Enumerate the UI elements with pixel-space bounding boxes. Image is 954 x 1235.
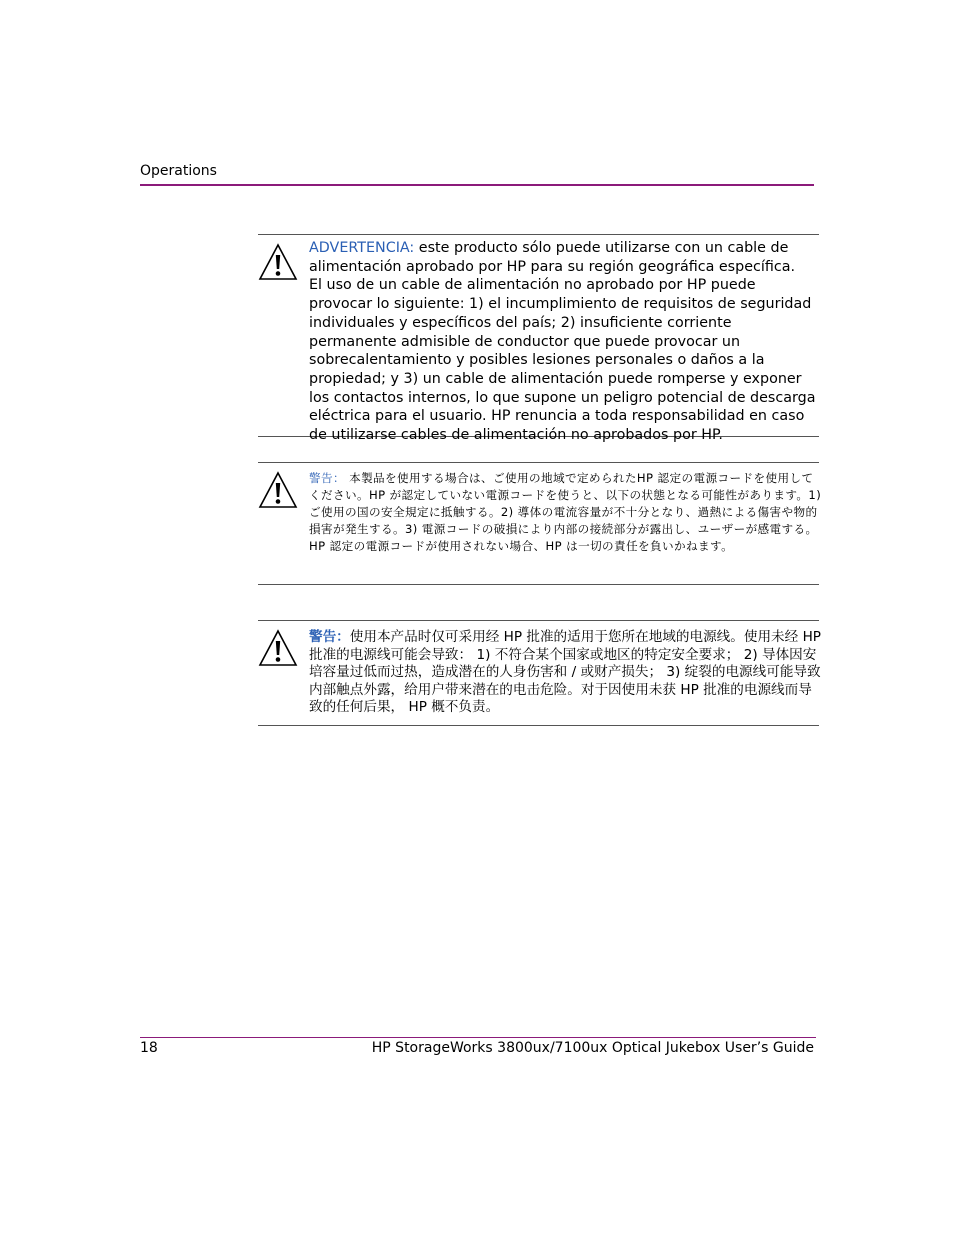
warning-text — [309, 629, 823, 717]
warning-body: 本製品を使用する場合は、ご使用の地域で定められたHP 認定の電源コードを使用してください。HP が認定していない電源コードを使うと、以下の状態となる可能性があります。1) ご使用の国の安全規定に抵触する。2) 導体の電流容量が不十分となり、過熱による傷害や物的損害が発生する。3) 電源コードの破損により内部の接続部分が露出し、ユーザーが感電する。 — [309, 471, 822, 536]
warning-chinese — [258, 620, 819, 726]
warning-body-2: El uso de un cable de alimentación no aprobado por HP puede provocar lo siguiente: 1) el incumplimiento de requisitos de seguridad individuales y específicos del país; 2) insuficiente corriente permanente admisible de conductor que puede provocar un sobrecalentamiento y posibles lesiones personales o daños a la propiedad; y 3) un cable de alimentación puede romperse y exponer los contactos internos, lo que supone un peligro potencial de descarga eléctrica para el usuario. HP renuncia a toda responsabilidad en caso de utilizarse cables de alimentación no aprobados por HP. — [309, 277, 816, 444]
guide-title: HP StorageWorks 3800ux/7100ux Optical Jukebox User’s Guide — [371, 1040, 814, 1056]
section-header: Operations — [140, 163, 217, 179]
warning-body: este producto sólo puede utilizarse con un cable de alimentación aprobado por HP para su región geográfica específica. — [309, 240, 796, 275]
warning-body: 使用本产品时仅可采用经 HP 批准的适用于您所在地域的电源线。使用未经 HP 批准的电源线可能会导致： 1) 不符合某个国家或地区的特定安全要求； 2) 导体因安培容量过低而过热，造成潜在的人身伤害和 / 或财产损失； 3) 绽裂的电源线可能导致内部触点外露，给用户带来潜在的电击危险。对于因使用未获 HP 批准的电源线而导致的任何后果， HP 概不负责。 — [309, 629, 821, 715]
warning-triangle-icon — [258, 243, 298, 281]
warning-triangle-icon — [258, 629, 298, 667]
warning-triangle-icon — [258, 471, 298, 509]
warning-label: ADVERTENCIA: — [309, 240, 415, 256]
warning-label: 警告： — [309, 471, 345, 485]
warning-spanish — [258, 234, 819, 444]
page-number: 18 — [140, 1040, 158, 1056]
header-rule — [140, 184, 814, 186]
warning-text — [309, 239, 823, 445]
warning-text — [309, 470, 823, 555]
warning-japanese — [258, 462, 822, 585]
warning-label: 警告： — [309, 629, 350, 645]
footer-rule — [140, 1037, 816, 1038]
warning-body-2: HP 認定の電源コードが使用されない場合、HP は一切の責任を負いかねます。 — [309, 539, 734, 553]
